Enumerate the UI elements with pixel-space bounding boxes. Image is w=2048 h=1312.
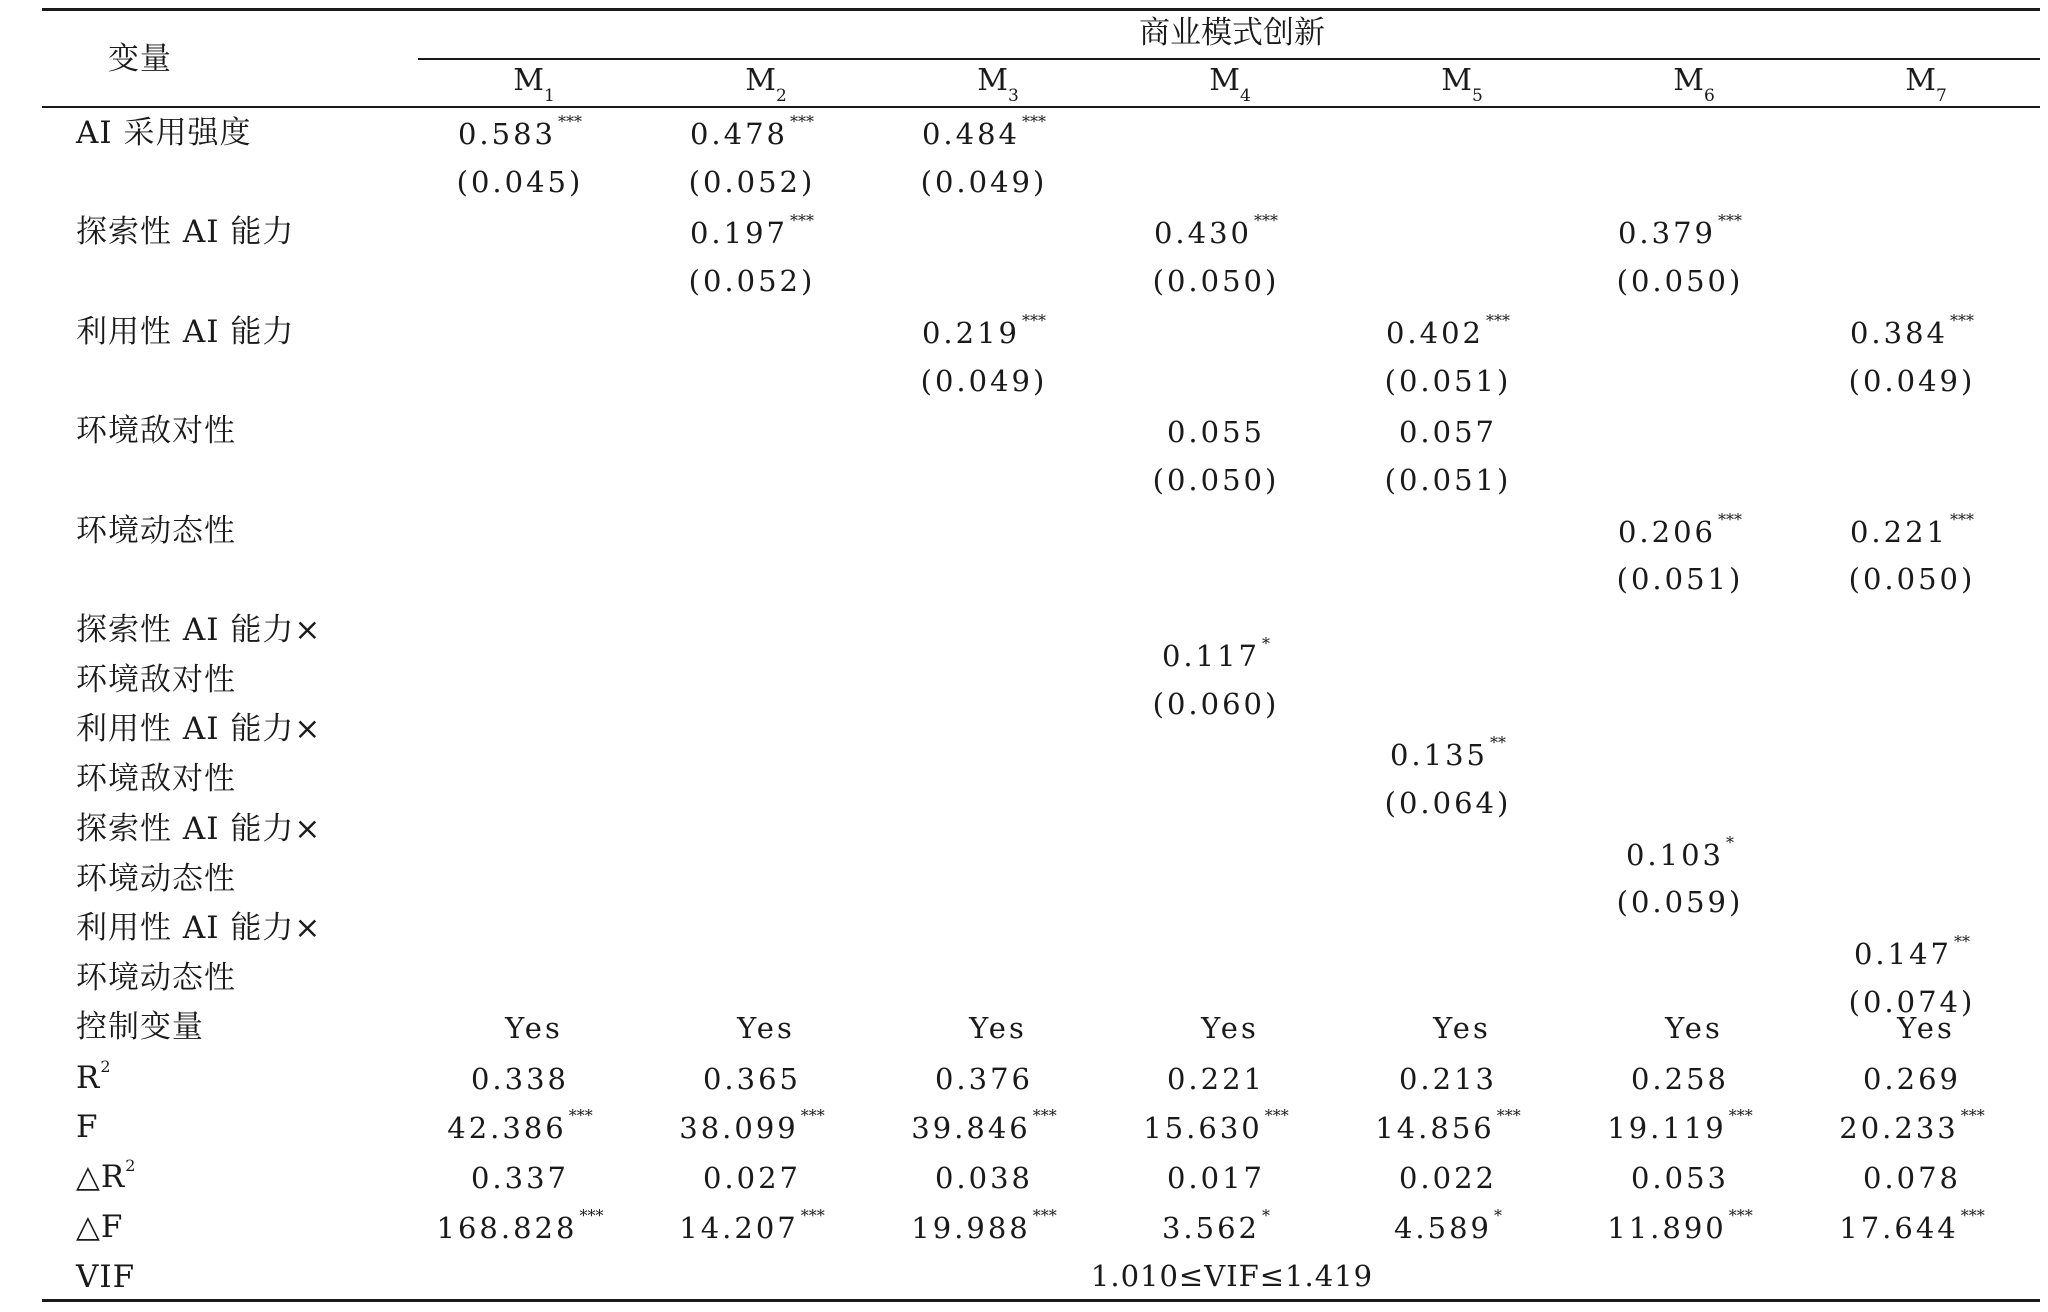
coefficient-value — [1630, 1161, 1730, 1195]
coefficient-value — [1853, 932, 1971, 972]
standard-error: (0.049) — [920, 164, 1048, 199]
significance-stars: ** — [1490, 733, 1507, 753]
value-text: 0.135 — [1389, 738, 1489, 773]
model-subscript: 5 — [1471, 86, 1483, 106]
coefficient-value — [689, 211, 815, 251]
value-text: 0.057 — [1398, 415, 1498, 450]
coefficient-value — [1201, 1011, 1259, 1045]
value-text: 0.038 — [934, 1161, 1034, 1195]
value-text: Yes — [1433, 1011, 1491, 1045]
top-rule — [42, 8, 2040, 11]
row-label: 环境动态性 — [76, 512, 236, 549]
bottom-rule — [42, 1299, 2040, 1302]
stat-label-superscript: 2 — [100, 1057, 112, 1076]
significance-stars: *** — [1032, 1106, 1057, 1125]
row-label: 探索性 AI 能力× — [76, 810, 322, 847]
coefficient-value — [969, 1011, 1027, 1045]
value-text: 4.589 — [1393, 1211, 1493, 1245]
value-text: 0.221 — [1166, 1062, 1266, 1096]
coefficient-value — [679, 1106, 825, 1145]
coefficient-value — [470, 1062, 570, 1096]
model-subscript: 1 — [543, 86, 555, 106]
stat-label — [76, 1109, 99, 1145]
value-text: 0.384 — [1849, 315, 1949, 350]
standard-error: (0.049) — [920, 363, 1048, 398]
model-header — [1905, 63, 1947, 106]
coefficient-value — [1385, 310, 1511, 350]
coefficient-value — [1398, 415, 1498, 450]
coefficient-value — [1630, 1062, 1730, 1096]
coefficient-value — [1849, 310, 1975, 350]
model-header — [745, 63, 787, 106]
model-header — [977, 63, 1019, 106]
stat-label-superscript: 2 — [125, 1156, 137, 1175]
stat-label-text: F — [76, 1109, 99, 1145]
value-text: 168.828 — [436, 1211, 578, 1245]
stat-label-text: R — [76, 1060, 101, 1096]
model-subscript: 7 — [1935, 86, 1947, 106]
significance-stars: *** — [790, 211, 815, 231]
standard-error: (0.074) — [1848, 984, 1976, 1019]
value-text: 0.197 — [689, 216, 789, 251]
significance-stars: * — [1494, 1206, 1503, 1225]
value-text: 15.630 — [1143, 1111, 1263, 1145]
coefficient-value — [1389, 733, 1507, 773]
coefficient-value — [1665, 1011, 1723, 1045]
coefficient-value — [702, 1062, 802, 1096]
model-subscript: 6 — [1703, 86, 1715, 106]
standard-error: (0.050) — [1152, 264, 1280, 299]
coefficient-value — [737, 1011, 795, 1045]
coefficient-value — [911, 1206, 1057, 1245]
significance-stars: *** — [1254, 211, 1279, 231]
significance-stars: *** — [1960, 1206, 1985, 1225]
value-text: 39.846 — [911, 1111, 1031, 1145]
coefficient-value — [1433, 1011, 1491, 1045]
coefficient-value — [702, 1161, 802, 1195]
standard-error: (0.060) — [1152, 686, 1280, 721]
coefficient-value — [1166, 1062, 1266, 1096]
model-letter: M — [1673, 63, 1704, 98]
row-label: 利用性 AI 能力× — [76, 910, 322, 947]
coefficient-value — [1625, 832, 1735, 872]
model-letter: M — [1441, 63, 1472, 98]
significance-stars: *** — [1486, 310, 1511, 330]
significance-stars: *** — [1032, 1206, 1057, 1225]
value-text: 0.053 — [1630, 1161, 1730, 1195]
coefficient-value — [921, 112, 1047, 151]
standard-error: (0.051) — [1616, 562, 1744, 597]
coefficient-value — [1143, 1106, 1289, 1145]
value-text: 0.117 — [1161, 638, 1261, 673]
stat-label-text: 控制变量 — [76, 1009, 204, 1045]
group-underline — [418, 58, 2040, 60]
significance-stars: *** — [1718, 509, 1743, 529]
stat-label — [76, 1156, 137, 1195]
coefficient-value — [1617, 509, 1743, 549]
value-text: 0.219 — [921, 315, 1021, 350]
coefficient-value — [934, 1161, 1034, 1195]
significance-stars: * — [1726, 832, 1735, 852]
coefficient-value — [1398, 1062, 1498, 1096]
stat-label-text: △F — [76, 1209, 124, 1245]
coefficient-value — [447, 1106, 593, 1145]
value-text: 0.484 — [921, 117, 1021, 151]
model-letter: M — [1209, 63, 1240, 98]
stat-label — [76, 1057, 112, 1096]
significance-stars: *** — [579, 1206, 604, 1225]
value-text: 42.386 — [447, 1111, 567, 1145]
value-text: 0.221 — [1849, 514, 1949, 549]
coefficient-value — [934, 1062, 1034, 1096]
value-text: 19.119 — [1607, 1111, 1727, 1145]
coefficient-value — [1897, 1011, 1955, 1045]
model-subscript: 4 — [1239, 86, 1251, 106]
model-header — [513, 63, 555, 106]
value-text: Yes — [1897, 1011, 1955, 1045]
coefficient-value — [1166, 415, 1266, 450]
row-label: 环境动态性 — [76, 860, 236, 897]
value-text: 0.478 — [689, 117, 789, 151]
coefficient-value — [1617, 211, 1743, 251]
row-label: 探索性 AI 能力× — [76, 612, 322, 648]
significance-stars: *** — [568, 1106, 593, 1125]
value-text: 0.022 — [1398, 1161, 1498, 1195]
significance-stars: *** — [1022, 112, 1047, 131]
coefficient-value — [689, 112, 815, 151]
value-text: 0.337 — [470, 1161, 570, 1195]
value-text: Yes — [737, 1011, 795, 1045]
coefficient-value — [911, 1106, 1057, 1145]
value-text: Yes — [969, 1011, 1027, 1045]
coefficient-value — [1839, 1106, 1985, 1145]
model-subscript: 2 — [775, 86, 787, 106]
row-label: 环境敌对性 — [76, 761, 236, 798]
value-text: 14.856 — [1375, 1111, 1495, 1145]
coefficient-value — [1161, 633, 1271, 673]
model-header — [1209, 63, 1251, 106]
coefficient-value — [921, 310, 1047, 350]
value-text: 38.099 — [679, 1111, 799, 1145]
model-header — [1441, 63, 1483, 106]
row-label: 探索性 AI 能力 — [76, 214, 295, 251]
coefficient-value — [1153, 211, 1279, 251]
model-letter: M — [977, 63, 1008, 98]
significance-stars: *** — [1728, 1206, 1753, 1225]
corner-label: 变量 — [108, 41, 172, 77]
significance-stars: *** — [558, 112, 583, 131]
row-label: 环境动态性 — [76, 959, 236, 996]
coefficient-value — [1375, 1106, 1521, 1145]
value-text: 0.017 — [1166, 1161, 1266, 1195]
standard-error: (0.050) — [1616, 264, 1744, 299]
significance-stars: *** — [800, 1106, 825, 1125]
group-header: 商业模式创新 — [1139, 15, 1325, 51]
value-text: 17.644 — [1839, 1211, 1959, 1245]
standard-error: (0.050) — [1848, 562, 1976, 597]
significance-stars: * — [1262, 633, 1271, 653]
value-text: 0.402 — [1385, 315, 1485, 350]
value-text: 0.430 — [1153, 216, 1253, 251]
value-text: 3.562 — [1161, 1211, 1261, 1245]
stat-label — [76, 1209, 124, 1245]
row-label: 环境敌对性 — [76, 413, 236, 450]
standard-error: (0.052) — [688, 164, 816, 199]
standard-error: (0.045) — [456, 164, 584, 199]
significance-stars: *** — [1728, 1106, 1753, 1125]
header-bottom-rule — [42, 106, 2040, 108]
model-header — [1673, 63, 1715, 106]
value-text: 0.338 — [470, 1062, 570, 1096]
significance-stars: *** — [1950, 509, 1975, 529]
coefficient-value — [679, 1206, 825, 1245]
value-text: 0.213 — [1398, 1062, 1498, 1096]
coefficient-value — [470, 1161, 570, 1195]
coefficient-value — [1607, 1106, 1753, 1145]
coefficient-value — [1862, 1062, 1962, 1096]
value-text: 0.027 — [702, 1161, 802, 1195]
model-letter: M — [745, 63, 776, 98]
standard-error: (0.050) — [1152, 462, 1280, 497]
value-text: 0.258 — [1630, 1062, 1730, 1096]
coefficient-value — [1839, 1206, 1985, 1245]
significance-stars: *** — [1960, 1106, 1985, 1125]
standard-error: (0.052) — [688, 264, 816, 299]
row-label: 利用性 AI 能力 — [76, 313, 295, 350]
value-text: 0.379 — [1617, 216, 1717, 251]
vif-value: 1.010≤VIF≤1.419 — [1090, 1259, 1374, 1293]
stat-label-text: △R — [76, 1159, 126, 1195]
significance-stars: *** — [1022, 310, 1047, 330]
vif-label: VIF — [76, 1259, 136, 1295]
value-text: 14.207 — [679, 1211, 799, 1245]
coefficient-value — [1166, 1161, 1266, 1195]
value-text: 0.078 — [1862, 1161, 1962, 1195]
coefficient-value — [1849, 509, 1975, 549]
standard-error: (0.059) — [1616, 885, 1744, 920]
significance-stars: *** — [1718, 211, 1743, 231]
row-label: 利用性 AI 能力× — [76, 711, 322, 748]
value-text: 0.365 — [702, 1062, 802, 1096]
model-letter: M — [1905, 63, 1936, 98]
coefficient-value — [1161, 1206, 1271, 1245]
significance-stars: *** — [1264, 1106, 1289, 1125]
value-text: 0.103 — [1625, 837, 1725, 872]
stat-label — [76, 1009, 204, 1045]
model-letter: M — [513, 63, 544, 98]
value-text: Yes — [505, 1011, 563, 1045]
standard-error: (0.051) — [1384, 462, 1512, 497]
value-text: 19.988 — [911, 1211, 1031, 1245]
significance-stars: *** — [1950, 310, 1975, 330]
coefficient-value — [1398, 1161, 1498, 1195]
row-label: 环境敌对性 — [76, 661, 236, 698]
coefficient-value — [436, 1206, 604, 1245]
coefficient-value — [1862, 1161, 1962, 1195]
value-text: 0.055 — [1166, 415, 1266, 450]
significance-stars: *** — [1496, 1106, 1521, 1125]
value-text: 20.233 — [1839, 1111, 1959, 1145]
value-text: Yes — [1665, 1011, 1723, 1045]
value-text: 11.890 — [1607, 1211, 1727, 1245]
value-text: 0.583 — [457, 117, 557, 151]
model-subscript: 3 — [1007, 86, 1019, 106]
significance-stars: *** — [790, 112, 815, 131]
value-text: 0.269 — [1862, 1062, 1962, 1096]
significance-stars: *** — [800, 1206, 825, 1225]
row-label: AI 采用强度 — [76, 115, 252, 151]
coefficient-value — [505, 1011, 563, 1045]
coefficient-value — [1607, 1206, 1753, 1245]
significance-stars: ** — [1954, 932, 1971, 952]
value-text: 0.147 — [1853, 937, 1953, 972]
standard-error: (0.051) — [1384, 363, 1512, 398]
significance-stars: * — [1262, 1206, 1271, 1225]
standard-error: (0.049) — [1848, 363, 1976, 398]
value-text: Yes — [1201, 1011, 1259, 1045]
value-text: 0.206 — [1617, 514, 1717, 549]
coefficient-value — [1393, 1206, 1503, 1245]
standard-error: (0.064) — [1384, 785, 1512, 820]
value-text: 0.376 — [934, 1062, 1034, 1096]
coefficient-value — [457, 112, 583, 151]
